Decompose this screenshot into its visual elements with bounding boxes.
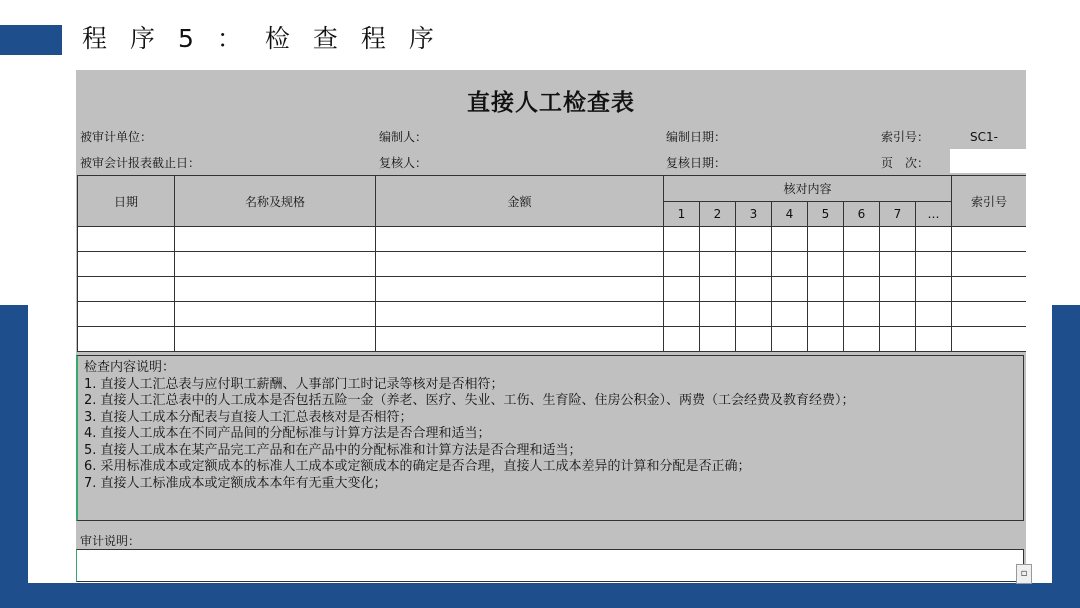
notes-heading: 检查内容说明： [84, 360, 176, 375]
header-name-spec: 名称及规格 [175, 176, 376, 227]
audit-note-label: 审计说明： [80, 534, 141, 548]
check-notes [76, 355, 1024, 521]
prep-date-label: 编制日期： [666, 130, 727, 144]
table-row [78, 252, 1027, 277]
index-label: 索引号： [881, 130, 930, 144]
table-row [78, 327, 1027, 352]
header-date: 日期 [78, 176, 175, 227]
check-col-7: 7 [880, 202, 916, 227]
reviewer-label: 复核人： [379, 156, 428, 170]
check-col-3: 3 [736, 202, 772, 227]
check-col-2: 2 [700, 202, 736, 227]
page-title: 程序5：检查程序 [82, 24, 457, 53]
note-item-5: 5. 直接人工成本在某产品完工产品和在产品中的分配标准和计算方法是否合理和适当； [84, 442, 582, 458]
sheet-title: 直接人工检查表 [467, 90, 635, 116]
preparer-label: 编制人： [379, 130, 428, 144]
page-number-cell [950, 149, 1026, 173]
header-amount: 金额 [376, 176, 664, 227]
title-accent-bar [0, 25, 62, 55]
check-col-5: 5 [808, 202, 844, 227]
check-col-more: … [916, 202, 952, 227]
table-row [78, 227, 1027, 252]
header-index: 索引号 [952, 176, 1026, 227]
note-item-4: 4. 直接人工成本在不同产品间的分配标准与计算方法是否合理和适当； [84, 426, 491, 441]
note-item-3: 3. 直接人工成本分配表与直接人工汇总表核对是否相符； [84, 409, 413, 425]
check-col-1: 1 [664, 202, 700, 227]
audited-unit-label: 被审计单位： [80, 130, 153, 144]
right-blue-band [1052, 305, 1080, 608]
note-item-2: 2. 直接人工汇总表中的人工成本是否包括五险一金（养老、医疗、失业、工伤、生育险、住房公积金）、两费（工会经费及教育经费）； [84, 393, 855, 408]
audit-note-area [76, 549, 1024, 582]
note-item-1: 1. 直接人工汇总表与应付职工薪酬、人事部门工时记录等核对是否相符； [84, 376, 504, 392]
worksheet-image [76, 70, 1026, 582]
review-date-label: 复核日期： [666, 156, 727, 170]
table-row [78, 302, 1027, 327]
note-item-6: 6. 采用标准成本或定额成本的标准人工成本或定额成本的确定是否合理，直接人工成本差异的计算和分配是否正确； [84, 459, 751, 474]
header-check-content: 核对内容 [664, 176, 952, 202]
table-row [78, 277, 1027, 302]
page-number-label: 页 次： [881, 156, 930, 170]
cropped-corner-glyph: ▫ [1016, 564, 1032, 584]
check-table [77, 175, 1026, 352]
report-cutoff-label: 被审会计报表截止日： [80, 156, 201, 170]
bottom-blue-band [0, 583, 1080, 608]
left-blue-band [0, 305, 28, 608]
check-col-4: 4 [772, 202, 808, 227]
note-item-7: 7. 直接人工标准成本或定额成本本年有无重大变化； [84, 475, 387, 491]
check-col-6: 6 [844, 202, 880, 227]
index-value: SC1- [970, 130, 998, 144]
